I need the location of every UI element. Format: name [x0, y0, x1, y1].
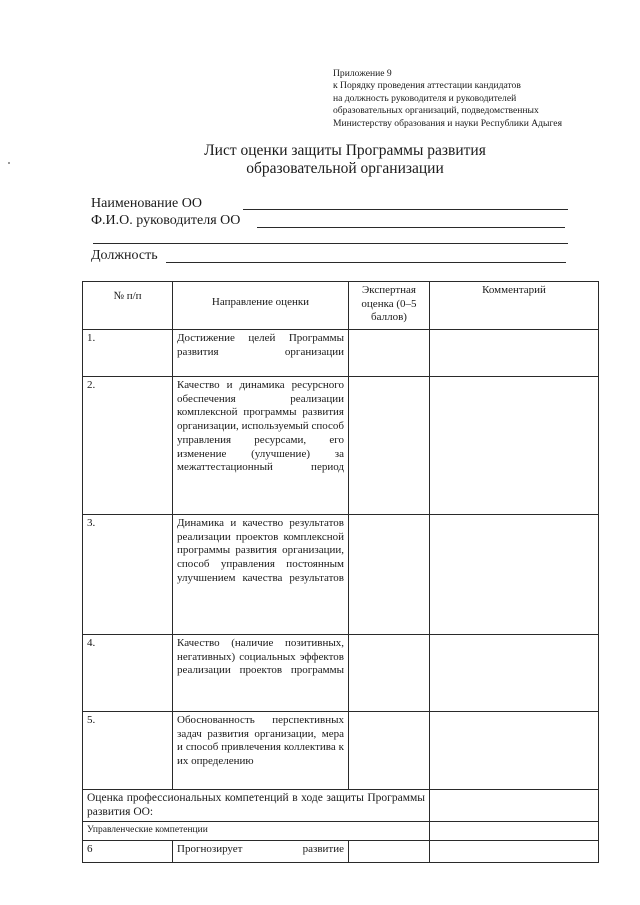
- comment-cell[interactable]: [430, 377, 599, 515]
- row-direction: Качество и динамика ресурсного обеспечения реализации комплексной программы развития организации, используемый способ управления ресурсами, его изменение (улучшение) за межаттестационный период: [173, 377, 349, 515]
- row-direction: Качество (наличие позитивных, негативных) социальных эффектов реализации проектов программы: [173, 635, 349, 712]
- org-name-label: Наименование ОО: [91, 196, 202, 211]
- row-number: 6: [83, 841, 173, 863]
- appendix-line: на должность руководителя и руководителей: [333, 92, 517, 104]
- comment-cell[interactable]: [430, 790, 599, 822]
- table-header-row: [83, 282, 599, 330]
- score-cell[interactable]: [349, 330, 430, 377]
- row-number: 5.: [83, 712, 173, 790]
- comment-cell[interactable]: [430, 330, 599, 377]
- row-direction: Обоснованность перспективных задач развития организации, мера и способ привлечения коллектива к их определению: [173, 712, 349, 790]
- comment-cell[interactable]: [430, 635, 599, 712]
- table-row: [83, 377, 599, 515]
- title-line-2: образовательной организации: [246, 160, 444, 177]
- header-comment: Комментарий: [430, 282, 599, 330]
- competencies-heading: Оценка профессиональных компетенций в ходе защиты Программы развития ОО:: [83, 790, 430, 822]
- head-name-label: Ф.И.О. руководителя ОО: [91, 213, 241, 228]
- header-number: № п/п: [83, 282, 173, 330]
- comment-cell[interactable]: [430, 822, 599, 841]
- subsection-row: [83, 822, 599, 841]
- row-number: 2.: [83, 377, 173, 515]
- row-direction: Прогнозирует развитие: [173, 841, 349, 863]
- score-cell[interactable]: [349, 841, 430, 863]
- title-line-1: Лист оценки защиты Программы развития: [204, 142, 486, 159]
- header-direction: Направление оценки: [173, 282, 349, 330]
- position-field: [91, 248, 158, 264]
- table-row: [83, 635, 599, 712]
- appendix-line: к Порядку проведения аттестации кандидатов: [333, 80, 521, 92]
- table-row: [83, 330, 599, 377]
- appendix-note: [333, 68, 633, 130]
- head-name-field: [91, 213, 240, 229]
- appendix-line: образовательных организаций, подведомственных: [333, 105, 539, 117]
- competencies-heading-row: [83, 790, 599, 822]
- head-name-blank[interactable]: [257, 227, 565, 228]
- org-name-field: [91, 196, 202, 212]
- row-number: 1.: [83, 330, 173, 377]
- score-cell[interactable]: [349, 635, 430, 712]
- org-name-blank[interactable]: [243, 209, 568, 210]
- score-cell[interactable]: [349, 377, 430, 515]
- row-direction: Динамика и качество результатов реализации проектов комплексной программы развития организации, способ управления постоянным улучшением качества результатов: [173, 515, 349, 635]
- table-row: [83, 841, 599, 863]
- appendix-line: Министерству образования и науки Республики Адыгея: [333, 117, 562, 129]
- table-row: [83, 515, 599, 635]
- extra-blank-line[interactable]: [93, 243, 568, 244]
- evaluation-table: [82, 281, 599, 863]
- score-cell[interactable]: [349, 515, 430, 635]
- table-row: [83, 712, 599, 790]
- document-title: [0, 142, 640, 178]
- subsection-label: Управленческие компетенции: [83, 822, 430, 841]
- comment-cell[interactable]: [430, 841, 599, 863]
- score-cell[interactable]: [349, 712, 430, 790]
- row-direction: Достижение целей Программы развития организации: [173, 330, 349, 377]
- comment-cell[interactable]: [430, 712, 599, 790]
- row-number: 3.: [83, 515, 173, 635]
- comment-cell[interactable]: [430, 515, 599, 635]
- position-blank[interactable]: [166, 262, 566, 263]
- row-number: 4.: [83, 635, 173, 712]
- appendix-line: Приложение 9: [333, 68, 392, 79]
- header-score: Экспертная оценка (0–5 баллов): [349, 282, 430, 330]
- position-label: Должность: [91, 248, 158, 263]
